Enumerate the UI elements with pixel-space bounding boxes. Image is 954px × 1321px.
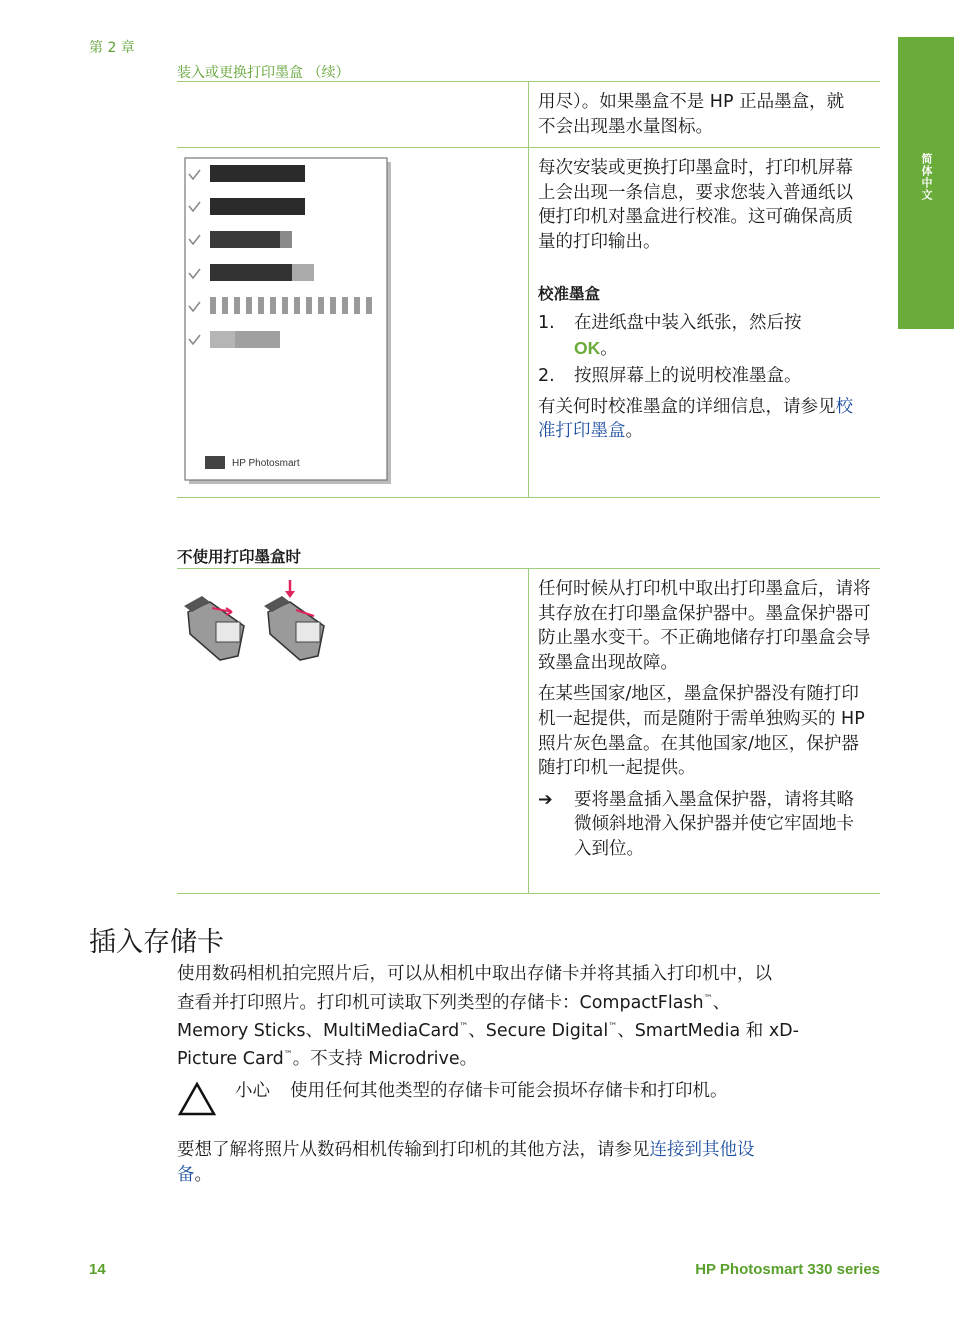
running-title: 装入或更换打印墨盒 （续） [177, 65, 350, 81]
caution-text: 使用任何其他类型的存储卡可能会损坏存储卡和打印机。 [290, 1081, 728, 1101]
caution-icon [177, 1081, 217, 1121]
table1-row2-text [538, 156, 868, 444]
connect-devices-link-cont[interactable]: 备 [177, 1164, 195, 1185]
hp-logo-icon [205, 456, 225, 469]
protector-icon [184, 596, 244, 660]
connect-devices-link[interactable]: 连接到其他设 [649, 1140, 755, 1160]
table1-column-rule [528, 81, 529, 498]
storage-heading: 不使用打印墨盒时 [177, 548, 302, 566]
calibrate-link[interactable]: 校准打印墨盒 [538, 396, 853, 442]
calibration-subheading: 校准墨盒 [538, 285, 601, 304]
final-paragraph: 要想了解将照片从数码相机传输到打印机的其他方法，请参见连接到其他设 备。 [177, 1140, 755, 1185]
language-side-tab [898, 37, 954, 329]
arrow-icon: ➔ [538, 789, 553, 810]
calibration-intro: 每次安装或更换打印墨盒时，打印机屏幕上会出现一条信息，要求您装入普通纸以便打印机对墨盒进行校准。这可确保高质量的打印输出。 [538, 158, 853, 252]
section-paragraph: 使用数码相机拍完照片后，可以从相机中取出存储卡并将其插入打印机中，以 查看并打印照片。打印机可读取下列类型的存储卡：CompactFlash™、 Memory Sticks、MultiMediaCard™、Secure Digital™、SmartMedia 和 xD- Picture Card™。不支持 Microdrive。 [177, 964, 799, 1070]
page-number: 14 [89, 1261, 106, 1278]
cartridge-protector-figure [180, 578, 340, 668]
section-title: 插入存储卡 [89, 927, 224, 958]
protector-icon [264, 580, 324, 660]
step-number: 1. [538, 312, 555, 333]
product-name: HP Photosmart 330 series [695, 1261, 880, 1278]
caution-label: 小心 [235, 1081, 270, 1101]
ok-button-label: OK [574, 337, 601, 358]
storage-para2: 在某些国家/地区，墨盒保护器没有随打印机一起提供，而是随附于需单独购买的 HP 照片灰色墨盒。在其他国家/地区，保护器随打印机一起提供。 [538, 684, 865, 779]
chapter-label: 第 2 章 [89, 40, 135, 56]
figure-logo-text: HP Photosmart [232, 458, 300, 469]
side-tab-label: 简体中文 [920, 153, 933, 201]
table1-row1-text: 用尽）。如果墨盒不是 HP 正品墨盒，就不会出现墨水量图标。 [538, 92, 845, 137]
table2-text [538, 577, 873, 862]
storage-para1: 任何时候从打印机中取出打印墨盒后，请将其存放在打印墨盒保护器中。墨盒保护器可防止墨水变干。不正确地储存打印墨盒会导致墨盒出现故障。 [538, 579, 871, 673]
storage-bullet [538, 788, 873, 862]
bullet-text: 要将墨盒插入墨盒保护器，请将其略微倾斜地滑入保护器并使它牢固地卡入到位。 [574, 789, 854, 859]
step-1 [538, 311, 868, 361]
calibration-more-info: 有关何时校准墨盒的详细信息，请参见校准打印墨盒。 [538, 396, 853, 442]
table2-column-rule [528, 568, 529, 894]
step-text: 在进纸盘中装入纸张，然后按 OK。 [574, 312, 802, 359]
step-text: 按照屏幕上的说明校准墨盒。 [574, 366, 802, 387]
alignment-page-figure [183, 156, 393, 486]
step-number: 2. [538, 366, 555, 387]
step-2 [538, 364, 868, 389]
